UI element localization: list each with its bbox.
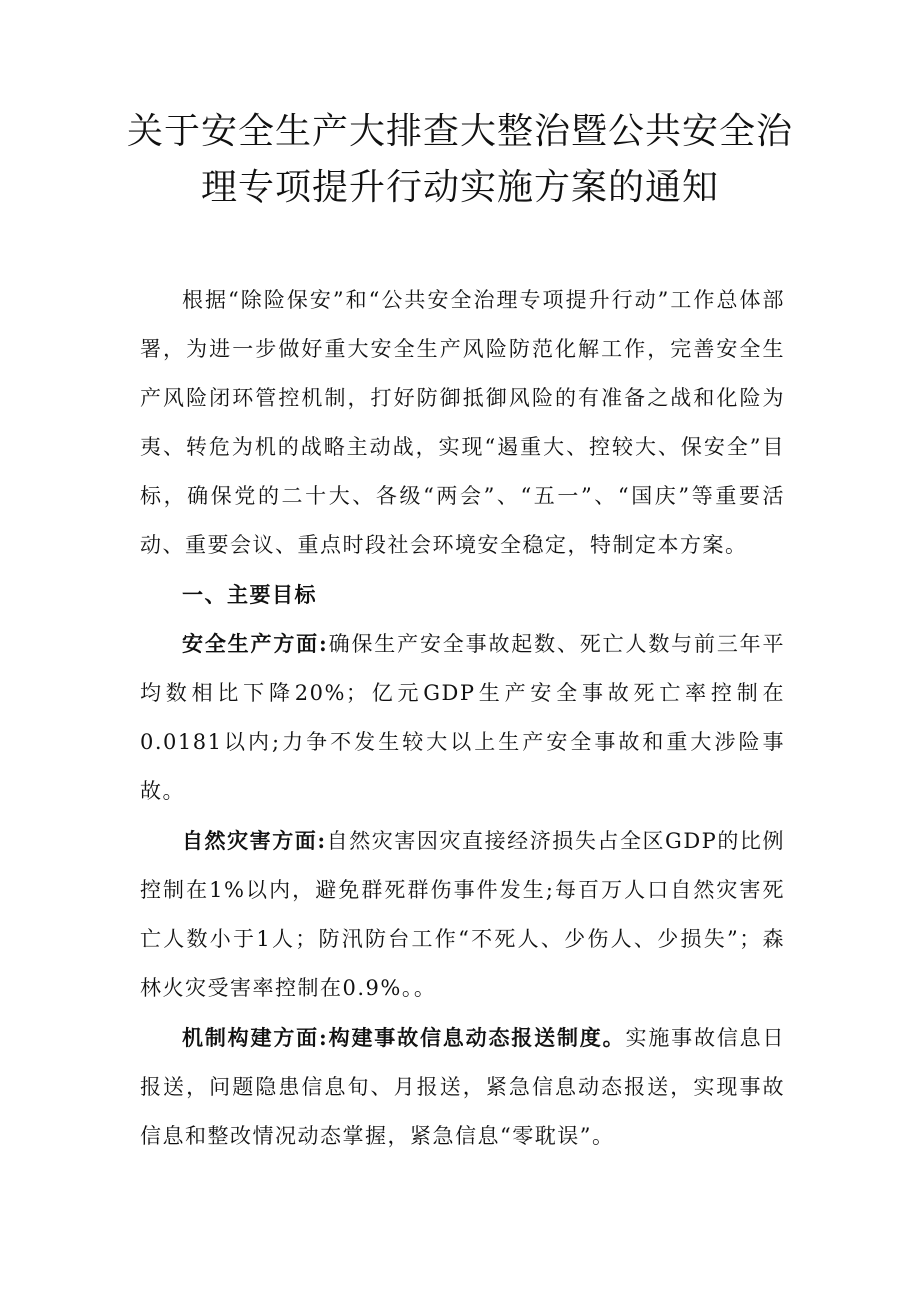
title-line-2: 理专项提升行动实施方案的通知 <box>200 167 719 208</box>
disaster-lead: 自然灾害方面: <box>182 828 327 853</box>
section-heading-main-goals: 一、主要目标 <box>182 582 317 607</box>
intro-paragraph: 根据“除险保安”和“公共安全治理专项提升行动”工作总体部署，为进一步做好重大安全生产风险防范化解工作，完善安全生产风险闭环管控机制，打好防御抵御风险的有准备之战和化险为夷、转危为机的战略主动战，实现“遏重大、控较大、保安全”目标，确保党的二十大、各级“两会”、“五一”、“国庆”等重要活动、重要会议、重点时段社会环境安全稳定，特制定本方案。 <box>140 288 785 557</box>
mechanism-paragraph <box>140 1013 785 1161</box>
document-body <box>140 276 785 1161</box>
disaster-paragraph <box>140 816 785 1013</box>
mechanism-lead: 机制构建方面:构建事故信息动态报送制度。 <box>182 1025 626 1050</box>
safety-text: 确保生产安全事故起数、死亡人数与前三年平均数相比下降20%；亿元GDP生产安全事故死亡率控制在0.0181以内;力争不发生较大以上生产安全事故和重大涉险事故。 <box>140 632 785 803</box>
document-title <box>120 104 800 216</box>
mechanism-text: 实施事故信息日报送，问题隐患信息旬、月报送，紧急信息动态报送，实现事故信息和整改情况动态掌握，紧急信息“零耽误”。 <box>140 1026 785 1148</box>
safety-paragraph <box>140 619 785 816</box>
disaster-text: 自然灾害因灾直接经济损失占全区GDP的比例控制在1%以内，避免群死群伤事件发生;每百万人口自然灾害死亡人数小于1人；防汛防台工作“不死人、少伤人、少损失”；森林火灾受害率控制在0.9%。。 <box>140 829 785 1000</box>
safety-lead: 安全生产方面: <box>182 631 329 656</box>
title-line-1: 关于安全生产大排查大整治暨公共安全治 <box>126 111 793 152</box>
